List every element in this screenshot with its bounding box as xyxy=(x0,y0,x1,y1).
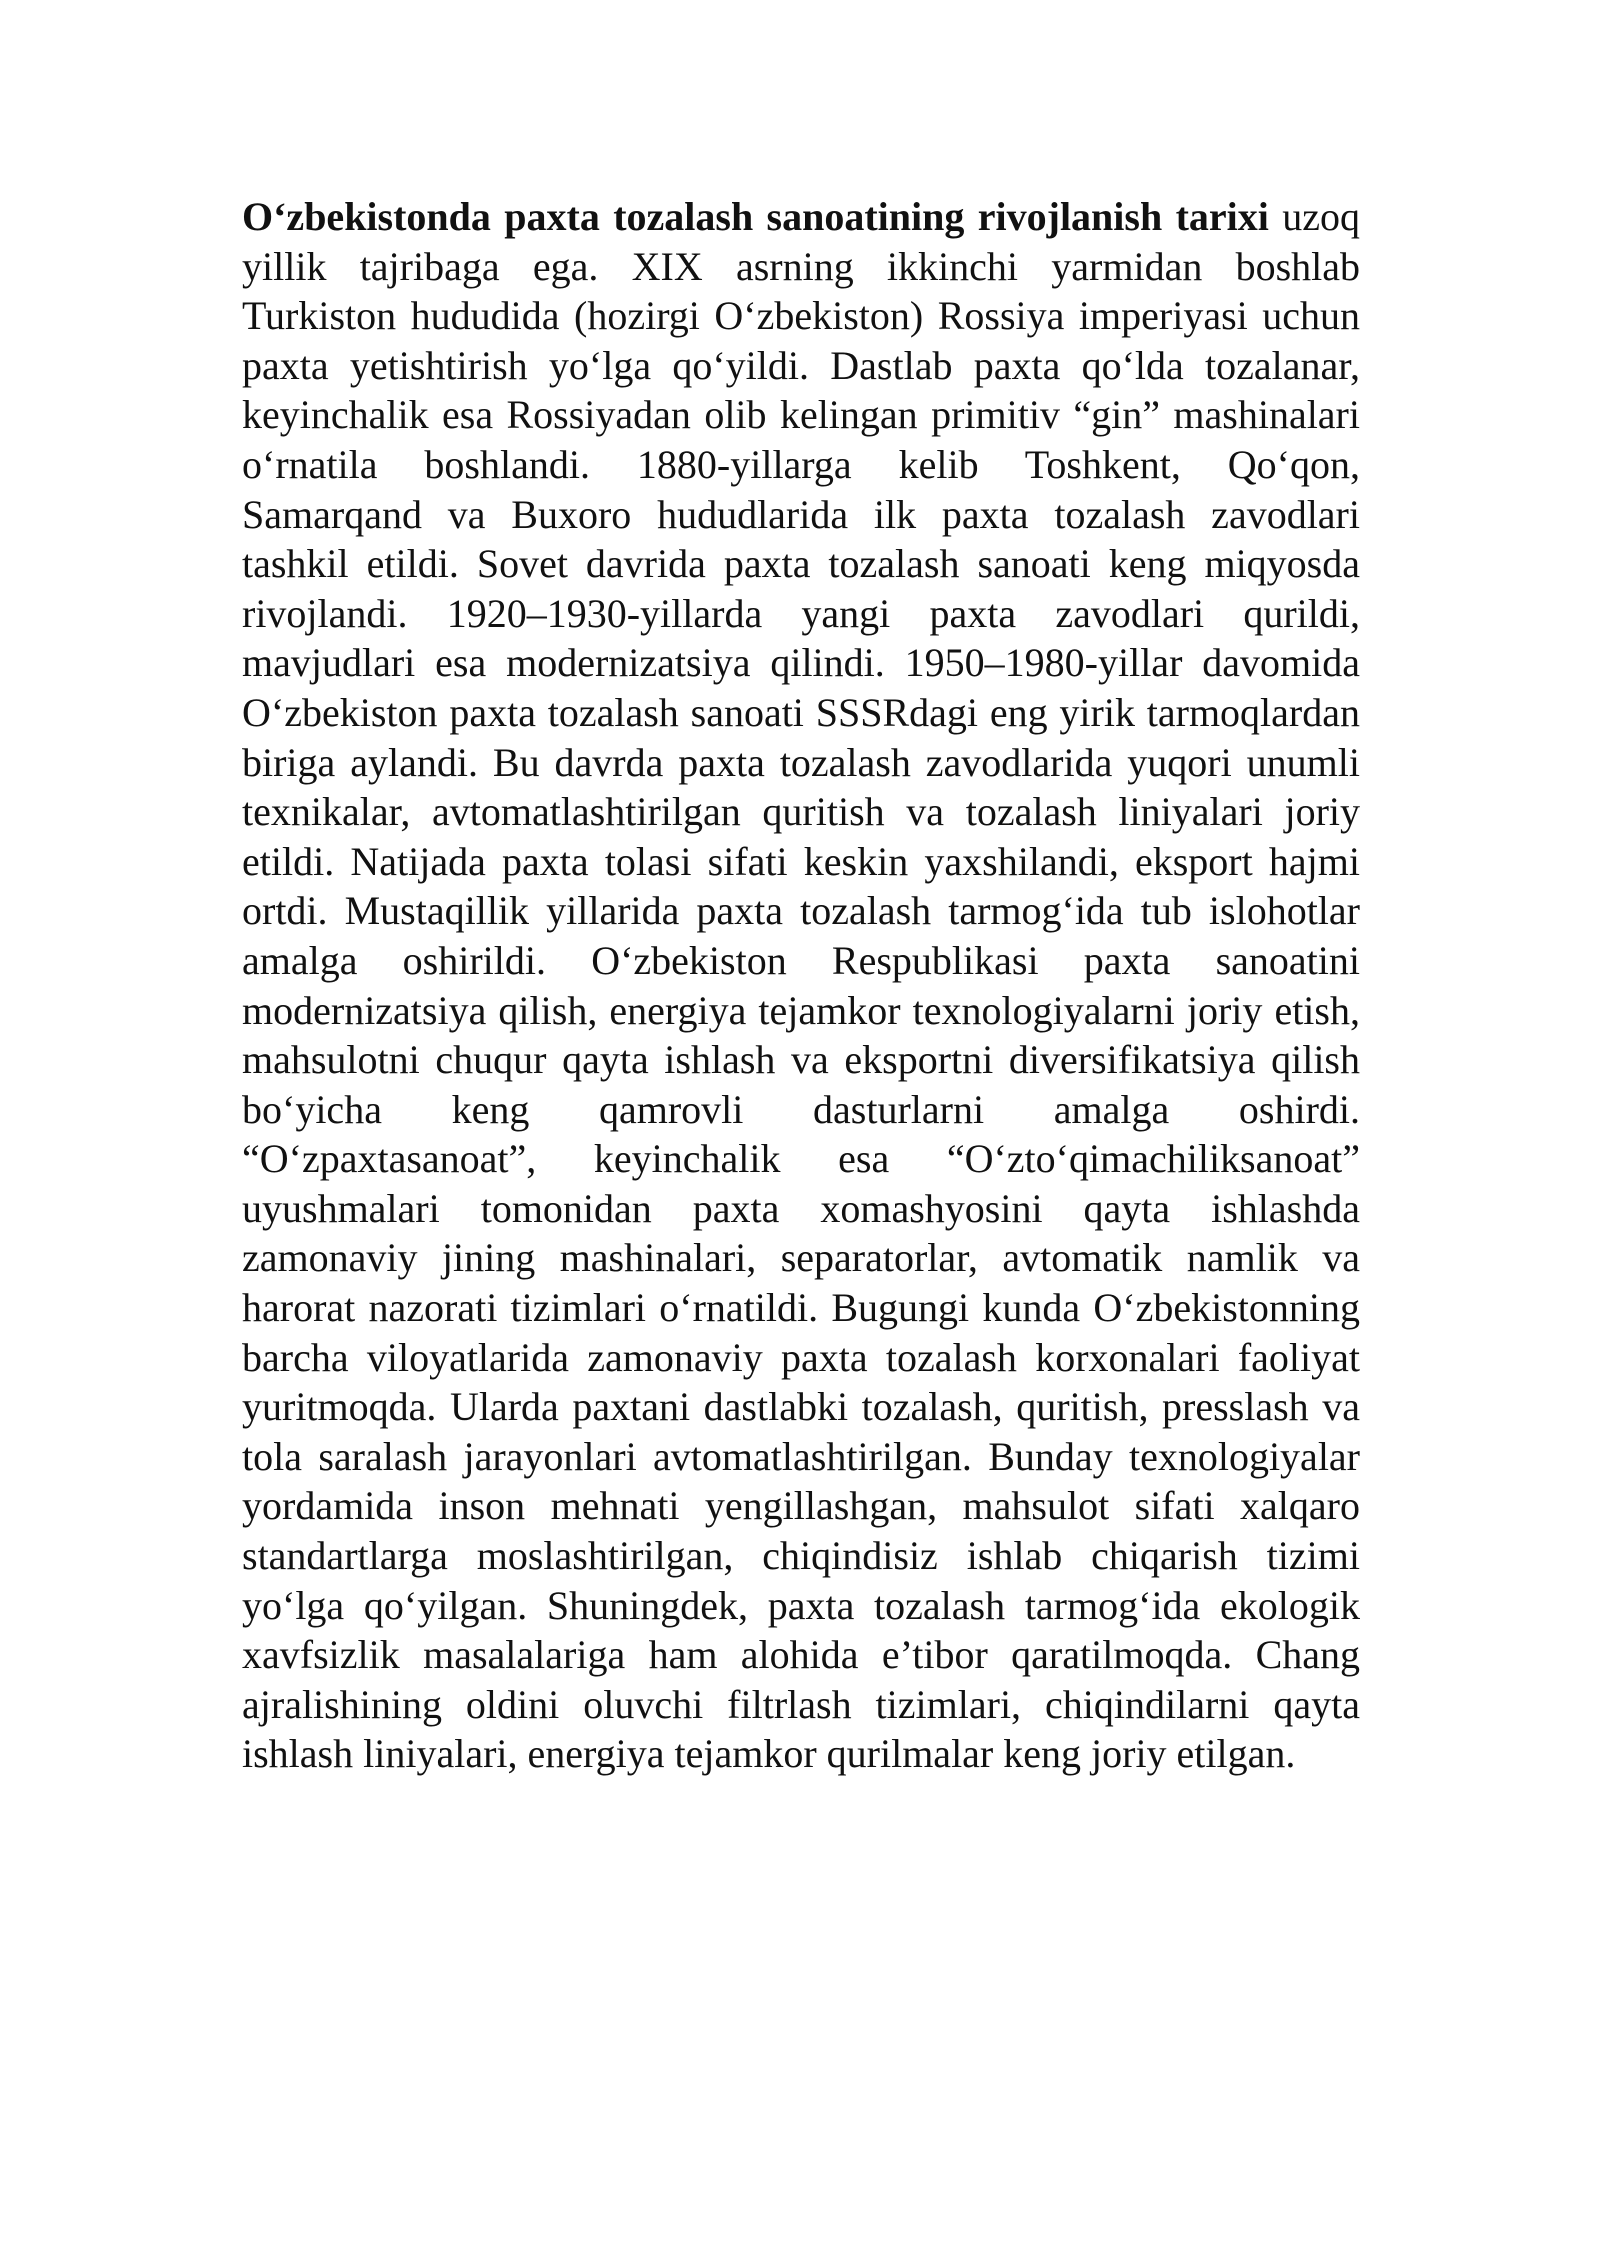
body-paragraph xyxy=(242,192,1360,1779)
paragraph-body-text: uzoq yillik tajribaga ega. XIX asrning ikkinchi yarmidan boshlab Turkiston hududida (hozirgi O‘zbekiston) Rossiya imperiyasi uchun paxta yetishtirish yo‘lga qo‘yildi. Dastlab paxta qo‘lda tozalanar, keyinchalik esa Rossiyadan olib kelingan primitiv “gin” mashinalari o‘rnatila boshlandi. 1880-yillarga kelib Toshkent, Qo‘qon, Samarqand va Buxoro hududlarida ilk paxta tozalash zavodlari tashkil etildi. Sovet davrida paxta tozalash sanoati keng miqyosda rivojlandi. 1920–1930-yillarda yangi paxta zavodlari qurildi, mavjudlari esa modernizatsiya qilindi. 1950–1980-yillar davomida O‘zbekiston paxta tozalash sanoati SSSRdagi eng yirik tarmoqlardan biriga aylandi. Bu davrda paxta tozalash zavodlarida yuqori unumli texnikalar, avtomatlashtirilgan quritish va tozalash liniyalari joriy etildi. Natijada paxta tolasi sifati keskin yaxshilandi, eksport hajmi ortdi. Mustaqillik yillarida paxta tozalash tarmog‘ida tub islohotlar amalga oshirildi. O‘zbekiston Respublikasi paxta sanoatini modernizatsiya qilish, energiya tejamkor texnologiyalarni joriy etish, mahsulotni chuqur qayta ishlash va eksportni diversifikatsiya qilish bo‘yicha keng qamrovli dasturlarni amalga oshirdi. “O‘zpaxtasanoat”, keyinchalik esa “O‘zto‘qimachiliksanoat” uyushmalari tomonidan paxta xomashyosini qayta ishlashda zamonaviy jining mashinalari, separatorlar, avtomatik namlik va harorat nazorati tizimlari o‘rnatildi. Bugungi kunda O‘zbekistonning barcha viloyatlarida zamonaviy paxta tozalash korxonalari faoliyat yuritmoqda. Ularda paxtani dastlabki tozalash, quritish, presslash va tola saralash jarayonlari avtomatlashtirilgan. Bunday texnologiyalar yordamida inson mehnati yengillashgan, mahsulot sifati xalqaro standartlarga moslashtirilgan, chiqindisiz ishlab chiqarish tizimi yo‘lga qo‘yilgan. Shuningdek, paxta tozalash tarmog‘ida ekologik xavfsizlik masalalariga ham alohida e’tibor qaratilmoqda. Chang ajralishining oldini oluvchi filtrlash tizimlari, chiqindilarni qayta ishlash liniyalari, energiya tejamkor qurilmalar keng joriy etilgan. xyxy=(242,194,1360,1777)
paragraph-lead-bold: O‘zbekistonda paxta tozalash sanoatining rivojlanish tarixi xyxy=(242,194,1269,239)
